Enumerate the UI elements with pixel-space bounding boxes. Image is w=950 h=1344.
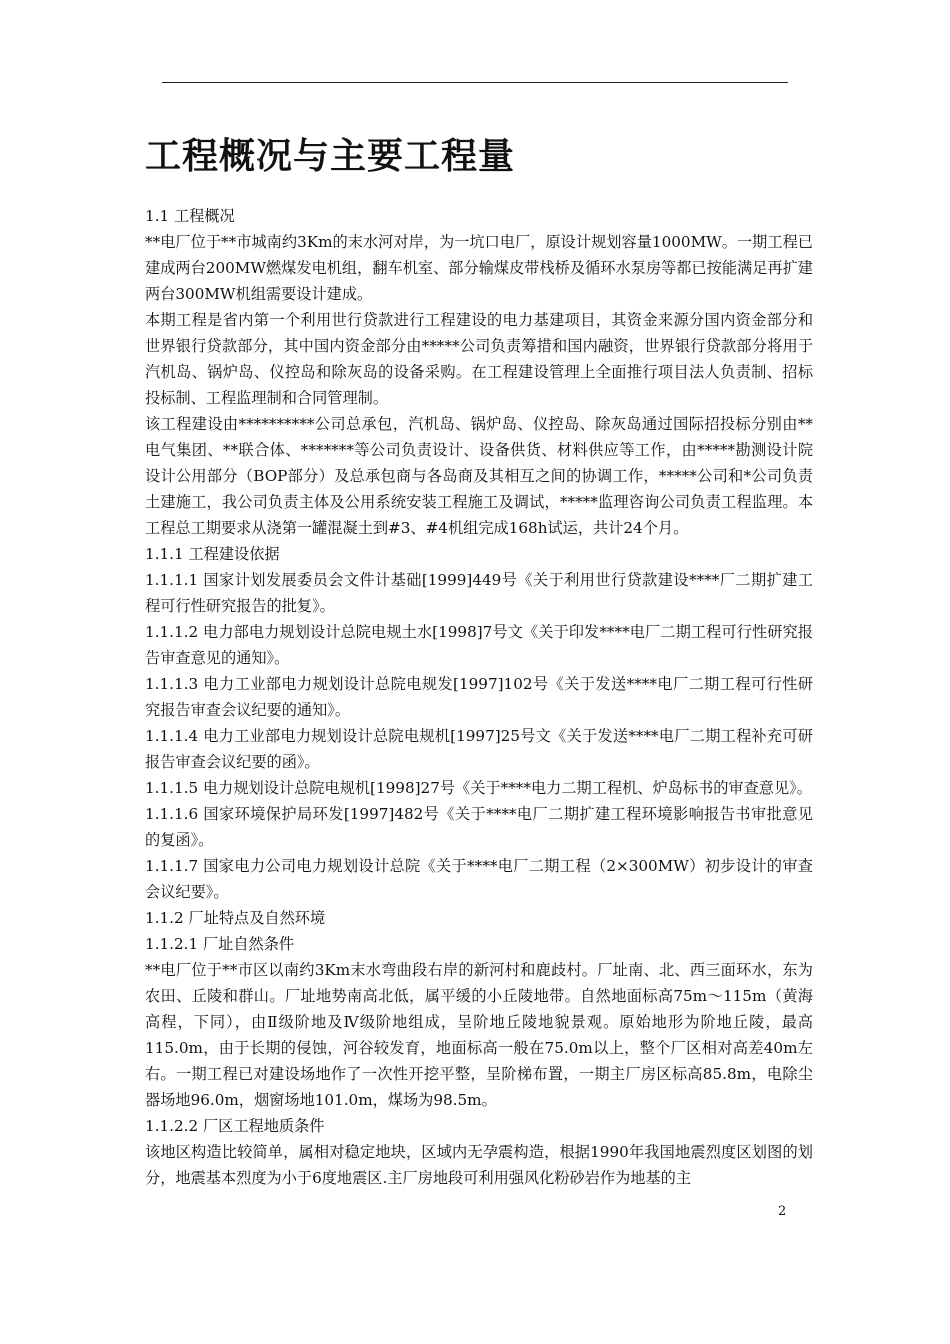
basis-item: 1.1.1.6 国家环境保护局环发[1997]482号《关于****电厂二期扩建工程环境影响报告书审批意见的复函》。	[145, 805, 813, 849]
paragraph: 该工程建设由**********公司总承包，汽机岛、锅炉岛、仪控岛、除灰岛通过国际招投标分别由**电气集团、**联合体、*******等公司负责设计、设备供货、材料供应等工作，由*****勘测设计院设计公用部分（BOP部分）及总承包商与各岛商及其相互之间的协调工作，*****公司和*公司负责土建施工，我公司负责主体及公用系统安装工程施工及调试，*****监理咨询公司负责工程监理。本工程总工期要求从浇第一罐混凝土到#3、#4机组完成168h试运，共计24个月。	[145, 415, 813, 537]
paragraph: **电厂位于**市城南约3Km的末水河对岸，为一坑口电厂，原设计规划容量1000MW。一期工程已建成两台200MW燃煤发电机组，翻车机室、部分输煤皮带栈桥及循环水泵房等都已按能满足再扩建两台300MW机组需要设计建成。	[145, 233, 813, 303]
section-heading: 1.1.2 厂址特点及自然环境	[145, 909, 326, 927]
document-body	[145, 203, 813, 1191]
page-title: 工程概况与主要工程量	[145, 135, 516, 177]
paragraph: **电厂位于**市区以南约3Km末水弯曲段右岸的新河村和鹿歧村。厂址南、北、西三面环水，东为农田、丘陵和群山。厂址地势南高北低，属平缓的小丘陵地带。自然地面标高75m～115m（黄海高程，下同），由Ⅱ级阶地及Ⅳ级阶地组成，呈阶地丘陵地貌景观。原始地形为阶地丘陵，最高115.0m，由于长期的侵蚀，河谷较发育，地面标高一般在75.0m以上，整个厂区相对高差40m左右。一期工程已对建设场地作了一次性开挖平整，呈阶梯布置，一期主厂房区标高85.8m，电除尘器场地96.0m，烟窗场地101.0m，煤场为98.5m。	[145, 961, 813, 1109]
paragraph: 该地区构造比较简单，属相对稳定地块，区域内无孕震构造，根据1990年我国地震烈度区划图的划分，地震基本烈度为小于6度地震区.主厂房地段可利用强风化粉砂岩作为地基的主	[145, 1143, 813, 1187]
section-heading: 1.1.1 工程建设依据	[145, 545, 280, 563]
page-number: 2	[778, 1204, 787, 1219]
basis-item: 1.1.1.3 电力工业部电力规划设计总院电规发[1997]102号《关于发送****电厂二期工程可行性研究报告审查会议纪要的通知》。	[145, 675, 813, 719]
basis-item: 1.1.1.4 电力工业部电力规划设计总院电规机[1997]25号文《关于发送****电厂二期工程补充可研报告审查会议纪要的函》。	[145, 727, 813, 771]
section-heading: 1.1 工程概况	[145, 207, 235, 225]
header-rule	[162, 82, 788, 83]
subsection-heading: 1.1.2.1 厂址自然条件	[145, 935, 295, 953]
basis-item: 1.1.1.7 国家电力公司电力规划设计总院《关于****电厂二期工程（2×300MW）初步设计的审查会议纪要》。	[145, 857, 813, 901]
paragraph: 本期工程是省内第一个利用世行贷款进行工程建设的电力基建项目，其资金来源分国内资金部分和世界银行贷款部分，其中国内资金部分由*****公司负责筹措和国内融资，世界银行贷款部分将用于汽机岛、锅炉岛、仪控岛和除灰岛的设备采购。在工程建设管理上全面推行项目法人负责制、招标投标制、工程监理制和合同管理制。	[145, 311, 813, 407]
basis-item: 1.1.1.2 电力部电力规划设计总院电规土水[1998]7号文《关于印发****电厂二期工程可行性研究报告审查意见的通知》。	[145, 623, 813, 667]
basis-item: 1.1.1.1 国家计划发展委员会文件计基础[1999]449号《关于利用世行贷款建设****厂二期扩建工程可行性研究报告的批复》。	[145, 571, 813, 615]
subsection-heading: 1.1.2.2 厂区工程地质条件	[145, 1117, 325, 1135]
basis-item: 1.1.1.5 电力规划设计总院电规机[1998]27号《关于****电力二期工程机、炉岛标书的审查意见》。	[145, 779, 812, 797]
